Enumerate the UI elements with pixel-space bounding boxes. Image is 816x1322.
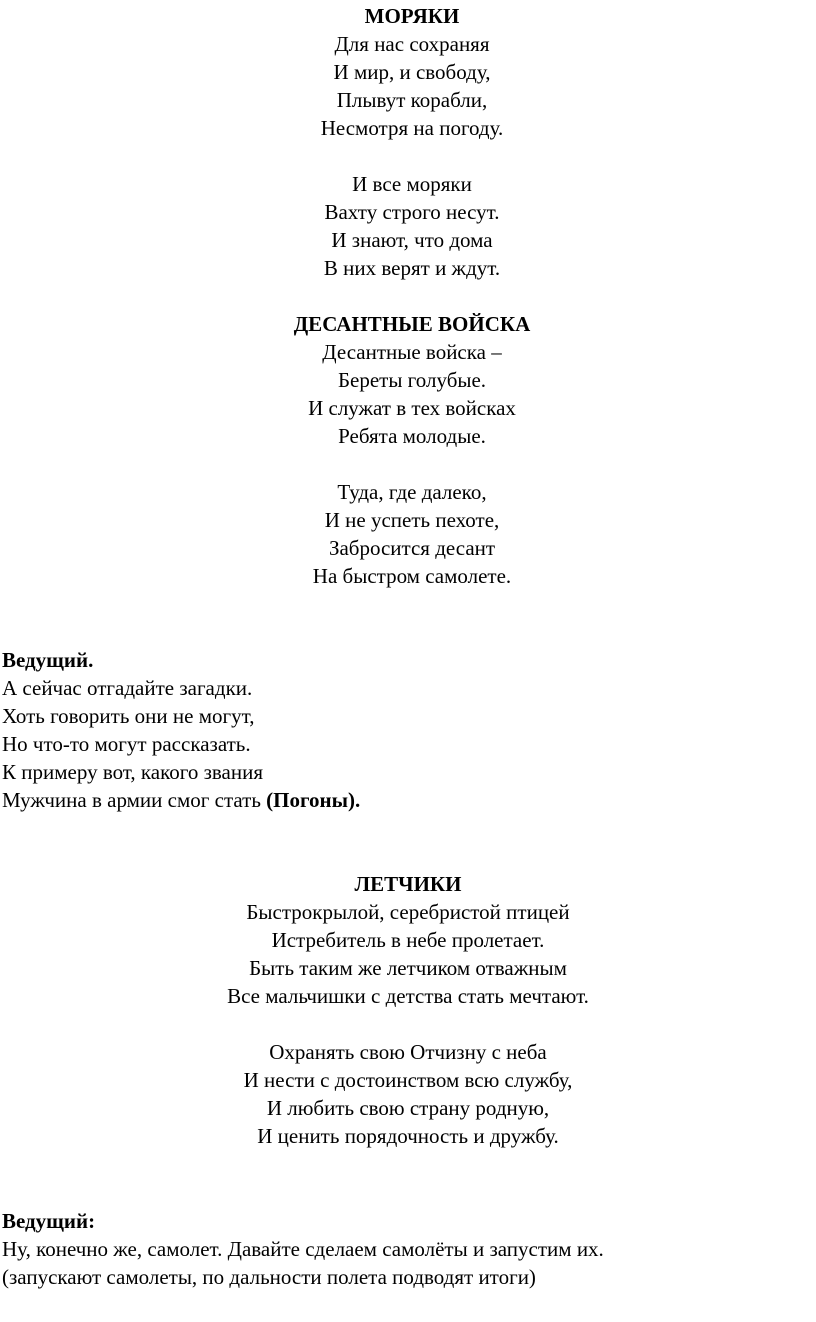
poem-line: И не успеть пехоте,: [324, 508, 500, 532]
poem-line: Туда, где далеко,: [337, 480, 487, 504]
poem-line: И все моряки: [352, 172, 472, 196]
poem-line: И служат в тех войсках: [308, 396, 516, 420]
poem-title: ЛЕТЧИКИ: [354, 872, 462, 896]
poem-title: ДЕСАНТНЫЕ ВОЙСКА: [293, 312, 531, 336]
speech-line: А сейчас отгадайте загадки.: [2, 676, 253, 700]
poem-line: И любить свою страну родную,: [266, 1096, 550, 1120]
poem-line: Плывут корабли,: [336, 88, 488, 112]
poem-line: И ценить порядочность и дружбу.: [257, 1124, 559, 1148]
poem-line: Ребята молодые.: [338, 424, 486, 448]
speech-line: Но что-то могут рассказать.: [2, 732, 251, 756]
poem-line: Все мальчишки с детства стать мечтают.: [227, 984, 589, 1008]
poem-sailors: [4, 2, 816, 282]
speaker-label: Ведущий:: [2, 1209, 96, 1233]
poem-line: Вахту строго несут.: [324, 200, 500, 224]
speech-line: Ну, конечно же, самолет. Давайте сделаем самолёты и запустим их.: [2, 1237, 604, 1261]
poem-line: И знают, что дома: [331, 228, 493, 252]
host-speech-1: [2, 646, 802, 814]
stanza: [4, 478, 816, 590]
speech-line: [2, 786, 802, 814]
stanza: [0, 1038, 816, 1150]
speaker-label: Ведущий.: [2, 648, 94, 672]
stanza: [0, 898, 816, 1010]
stanza: [4, 170, 816, 282]
poem-line: В них верят и ждут.: [323, 256, 501, 280]
host-speech-2: [2, 1207, 802, 1291]
riddle-answer: (Погоны).: [266, 788, 361, 812]
poem-paratroopers: [4, 310, 816, 590]
poem-line: Охранять свою Отчизну с неба: [269, 1040, 547, 1064]
stanza: [4, 30, 816, 142]
poem-title: МОРЯКИ: [364, 4, 460, 28]
poem-line: Для нас сохраняя: [334, 32, 490, 56]
speech-line: (запускают самолеты, по дальности полета подводят итоги): [2, 1265, 536, 1289]
speech-text: Мужчина в армии смог стать: [2, 788, 267, 812]
poem-line: Десантные войска –: [322, 340, 502, 364]
poem-line: Быстрокрылой, серебристой птицей: [246, 900, 570, 924]
poem-line: И мир, и свободу,: [333, 60, 491, 84]
poem-line: На быстром самолете.: [312, 564, 512, 588]
poem-line: И нести с достоинством всю службу,: [243, 1068, 573, 1092]
speech-line: К примеру вот, какого звания: [2, 760, 263, 784]
poem-line: Забросится десант: [328, 536, 496, 560]
poem-pilots: [0, 870, 816, 1150]
poem-line: Несмотря на погоду.: [320, 116, 504, 140]
poem-line: Истребитель в небе пролетает.: [271, 928, 545, 952]
poem-line: Береты голубые.: [337, 368, 487, 392]
stanza: [4, 338, 816, 450]
poem-line: Быть таким же летчиком отважным: [249, 956, 567, 980]
speech-line: Хоть говорить они не могут,: [2, 704, 255, 728]
